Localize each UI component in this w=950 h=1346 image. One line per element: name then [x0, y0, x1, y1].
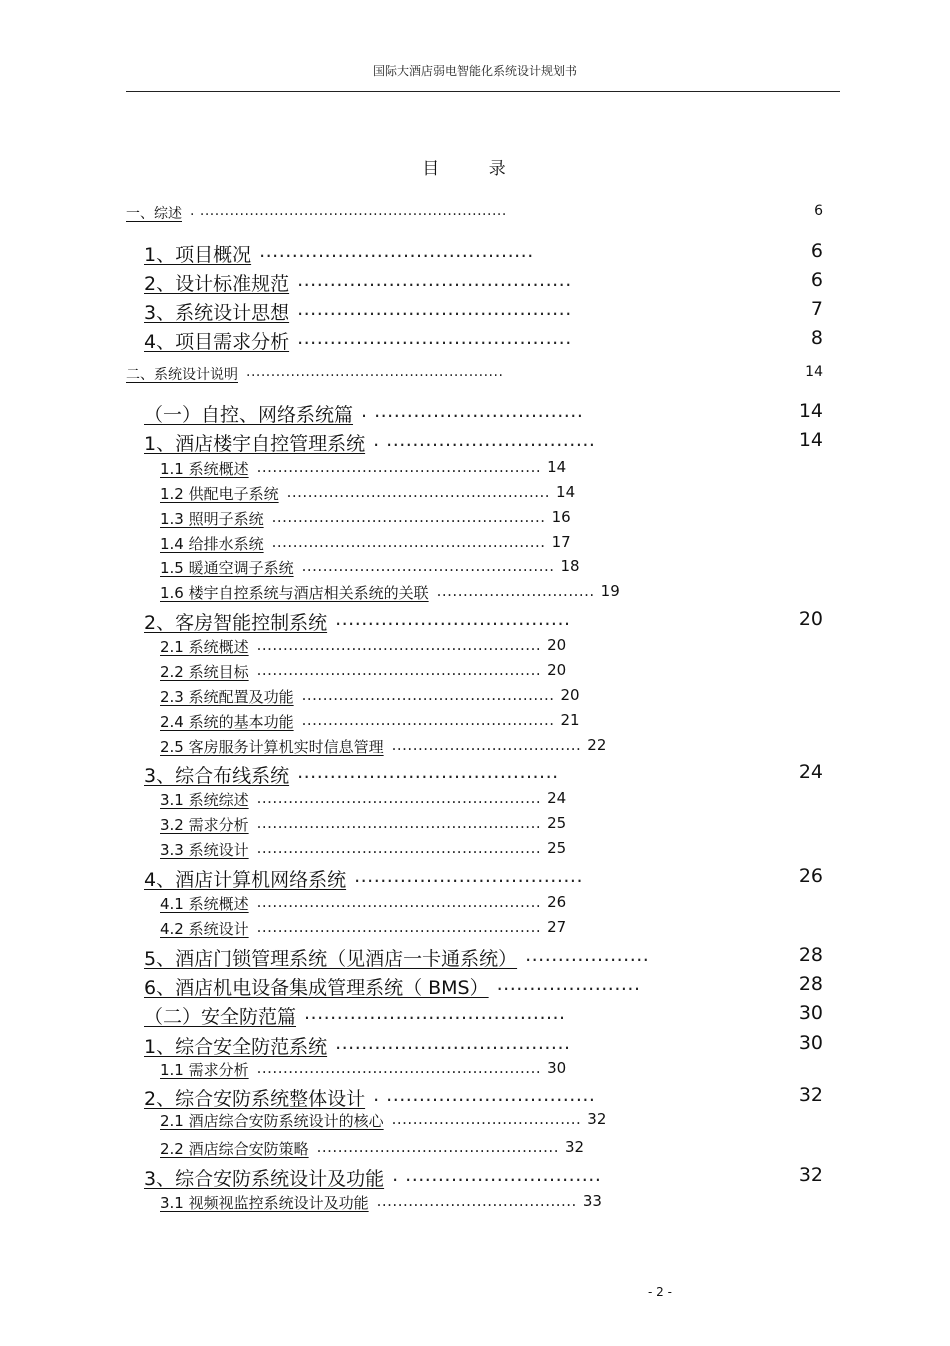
toc-entry[interactable]	[0, 789, 950, 809]
toc-leader-dots: ..................................................	[286, 483, 551, 501]
toc-page-number: 26	[547, 893, 567, 911]
toc-page-number: 17	[551, 533, 571, 551]
toc-entry-label: 5、酒店门锁管理系统（见酒店一卡通系统）	[144, 948, 518, 970]
toc-page-number: 33	[582, 1192, 602, 1210]
toc-leader-dots: . ..............................	[392, 1164, 602, 1186]
toc-leader-dots: ....................................	[391, 1110, 582, 1128]
toc-page-number: 30	[798, 1032, 823, 1054]
toc-entry[interactable]	[0, 364, 950, 382]
toc-entry-label: 1、酒店楼宇自控管理系统	[144, 433, 366, 455]
toc-entry-label: 1.5 暖通空调子系统	[160, 559, 294, 577]
toc-page-number: 8	[810, 327, 823, 349]
toc-page-number: 32	[798, 1084, 823, 1106]
toc-leader-dots: . ................................	[361, 400, 584, 422]
toc-leader-dots: ......................................................	[256, 839, 542, 857]
toc-page-number: 24	[798, 761, 823, 783]
toc-entry-label: 4、项目需求分析	[144, 331, 290, 353]
toc-title: 目 录	[422, 159, 528, 179]
toc-leader-dots: ....................................................	[271, 508, 546, 526]
toc-entry[interactable]	[0, 400, 950, 426]
toc-page-number: 28	[798, 944, 823, 966]
toc-entry-label: 1.4 给排水系统	[160, 535, 264, 553]
toc-page-number: 7	[810, 298, 823, 320]
toc-entry-label: 2.2 酒店综合安防策略	[160, 1140, 309, 1158]
toc-entry[interactable]	[0, 582, 950, 602]
toc-page-number: 16	[551, 508, 571, 526]
toc-entry-label: 2.5 客房服务计算机实时信息管理	[160, 738, 384, 756]
toc-entry-label: 一、综述	[126, 206, 182, 222]
toc-entry-label: 3、系统设计思想	[144, 302, 290, 324]
toc-leader-dots: ................................................	[301, 686, 555, 704]
toc-entry-label: 1.1 需求分析	[160, 1061, 249, 1079]
toc-entry-label: 1.1 系统概述	[160, 460, 249, 478]
toc-page-number: 14	[556, 483, 576, 501]
toc-entry-label: 2.1 系统概述	[160, 638, 249, 656]
toc-entry[interactable]	[0, 944, 950, 970]
toc-page-number: 26	[798, 865, 823, 887]
toc-leader-dots: . ..............................................................	[190, 203, 507, 219]
toc-entry[interactable]	[0, 736, 950, 756]
toc-leader-dots: ......................	[496, 973, 641, 995]
toc-page-number: 6	[810, 269, 823, 291]
toc-page-number: 32	[587, 1110, 607, 1128]
toc-page-number: 30	[547, 1059, 567, 1077]
toc-entry[interactable]	[0, 298, 950, 324]
toc-entry[interactable]	[0, 1164, 950, 1190]
toc-leader-dots: ......................................................	[256, 918, 542, 936]
toc-entry-label: 3.1 系统综述	[160, 791, 249, 809]
toc-entry[interactable]	[0, 839, 950, 859]
toc-leader-dots: ................................................	[301, 711, 555, 729]
toc-entry[interactable]	[0, 918, 950, 938]
toc-leader-dots: ....................................	[391, 736, 582, 754]
toc-leader-dots: ................................................	[301, 557, 555, 575]
toc-entry-label: 4.1 系统概述	[160, 895, 249, 913]
toc-page-number: 30	[798, 1002, 823, 1024]
toc-entry-label: 2、客房智能控制系统	[144, 612, 328, 634]
toc-leader-dots: ..........................................	[297, 269, 572, 291]
toc-entry[interactable]	[0, 508, 950, 528]
toc-entry-label: 2、综合安防系统整体设计	[144, 1088, 366, 1110]
toc-page-number: 28	[798, 973, 823, 995]
toc-entry-label: 3.2 需求分析	[160, 816, 249, 834]
page-header: 国际大酒店弱电智能化系统设计规划书	[372, 64, 577, 78]
toc-entry-label: 3.1 视频视监控系统设计及功能	[160, 1194, 369, 1212]
toc-entry[interactable]	[0, 429, 950, 455]
toc-entry[interactable]	[0, 711, 950, 731]
toc-page-number: 6	[810, 240, 823, 262]
toc-entry-label: 2.2 系统目标	[160, 663, 249, 681]
toc-page-number: 20	[560, 686, 580, 704]
toc-entry[interactable]	[0, 1084, 950, 1110]
toc-entry-label: 1.3 照明子系统	[160, 510, 264, 528]
toc-leader-dots: ......................................................	[256, 814, 542, 832]
toc-page-number: 22	[587, 736, 607, 754]
toc-leader-dots: ....................................	[335, 1032, 571, 1054]
toc-leader-dots: ....................................	[335, 608, 571, 630]
toc-leader-dots: ...................	[525, 944, 650, 966]
toc-entry[interactable]	[0, 761, 950, 787]
toc-entry-label: 3、综合安防系统设计及功能	[144, 1168, 385, 1190]
toc-leader-dots: ....................................................	[271, 533, 546, 551]
toc-entry[interactable]	[0, 1192, 950, 1212]
toc-entry-label: 2.4 系统的基本功能	[160, 713, 294, 731]
toc-entry[interactable]	[0, 865, 950, 891]
toc-entry-label: 1、综合安全防范系统	[144, 1036, 328, 1058]
toc-entry[interactable]	[0, 661, 950, 681]
toc-page-number: 24	[547, 789, 567, 807]
toc-leader-dots: ........................................	[297, 761, 559, 783]
toc-page-number: 25	[547, 814, 567, 832]
toc-entry-label: 二、系统设计说明	[126, 367, 238, 383]
toc-page-number: 14	[798, 429, 823, 451]
toc-page-number: 14	[805, 364, 823, 380]
toc-page-number: 14	[547, 458, 567, 476]
toc-leader-dots: . ................................	[373, 429, 596, 451]
toc-leader-dots: ..........................................	[297, 298, 572, 320]
toc-leader-dots: ......................................................	[256, 636, 542, 654]
toc-leader-dots: ......................................................	[256, 661, 542, 679]
toc-entry-label: （一）自控、网络系统篇	[144, 404, 354, 426]
toc-entry-label: 3.3 系统设计	[160, 841, 249, 859]
toc-entry[interactable]	[0, 203, 950, 221]
toc-entry[interactable]	[0, 557, 950, 577]
toc-leader-dots: ......................................................	[256, 893, 542, 911]
toc-page-number: 32	[798, 1164, 823, 1186]
toc-entry-label: 2.1 酒店综合安防系统设计的核心	[160, 1112, 384, 1130]
toc-entry-label: 4.2 系统设计	[160, 920, 249, 938]
toc-entry-label: 1、项目概况	[144, 244, 252, 266]
toc-leader-dots: ...................................	[354, 865, 583, 887]
toc-entry-label: 3、综合布线系统	[144, 765, 290, 787]
toc-entry-label: 1.2 供配电子系统	[160, 485, 279, 503]
toc-entry-label: （二）安全防范篇	[144, 1006, 297, 1028]
toc-entry[interactable]	[0, 608, 950, 634]
toc-entry[interactable]	[0, 893, 950, 913]
toc-entry-label: 2、设计标准规范	[144, 273, 290, 295]
toc-entry[interactable]	[0, 814, 950, 834]
toc-entry[interactable]	[0, 269, 950, 295]
toc-leader-dots: ..............................	[436, 582, 595, 600]
toc-leader-dots: ....................................................	[246, 364, 504, 380]
toc-leader-dots: ..........................................	[297, 327, 572, 349]
toc-entry[interactable]	[0, 973, 950, 999]
toc-entry[interactable]	[0, 1110, 950, 1130]
toc-entry[interactable]	[0, 636, 950, 656]
toc-page-number: 21	[560, 711, 580, 729]
toc-page-number: 32	[564, 1138, 585, 1156]
toc-leader-dots: ......................................................	[256, 458, 542, 476]
toc-entry[interactable]	[0, 533, 950, 553]
toc-leader-dots: ..............................................	[316, 1138, 559, 1156]
toc-page-number: 20	[547, 636, 567, 654]
toc-entry[interactable]	[0, 1002, 950, 1028]
toc-page-number: 14	[798, 400, 823, 422]
toc-leader-dots: ......................................	[376, 1192, 577, 1210]
toc-entry-label: 1.6 楼宇自控系统与酒店相关系统的关联	[160, 584, 429, 602]
toc-entry-label: 6、酒店机电设备集成管理系统（ BMS）	[144, 977, 489, 999]
toc-entry[interactable]	[0, 327, 950, 353]
toc-entry[interactable]	[0, 686, 950, 706]
toc-page-number: 25	[547, 839, 567, 857]
toc-entry[interactable]	[0, 240, 950, 266]
toc-leader-dots: ........................................	[304, 1002, 566, 1024]
toc-entry-label: 4、酒店计算机网络系统	[144, 869, 347, 891]
toc-leader-dots: ..........................................	[259, 240, 534, 262]
toc-leader-dots: . ................................	[373, 1084, 596, 1106]
toc-page-number: 20	[798, 608, 823, 630]
toc-entry[interactable]	[0, 483, 950, 503]
toc-entry[interactable]	[0, 1138, 950, 1158]
page-number: - 2 -	[648, 1285, 672, 1299]
toc-leader-dots: ......................................................	[256, 1059, 542, 1077]
toc-entry[interactable]	[0, 1059, 950, 1079]
toc-entry[interactable]	[0, 458, 950, 478]
toc-page-number: 18	[560, 557, 580, 575]
toc-page-number: 20	[547, 661, 567, 679]
toc-page-number: 19	[600, 582, 620, 600]
toc-entry[interactable]	[0, 1032, 950, 1058]
toc-leader-dots: ......................................................	[256, 789, 542, 807]
toc-page-number: 6	[814, 203, 823, 219]
toc-entry-label: 2.3 系统配置及功能	[160, 688, 294, 706]
toc-page-number: 27	[547, 918, 567, 936]
